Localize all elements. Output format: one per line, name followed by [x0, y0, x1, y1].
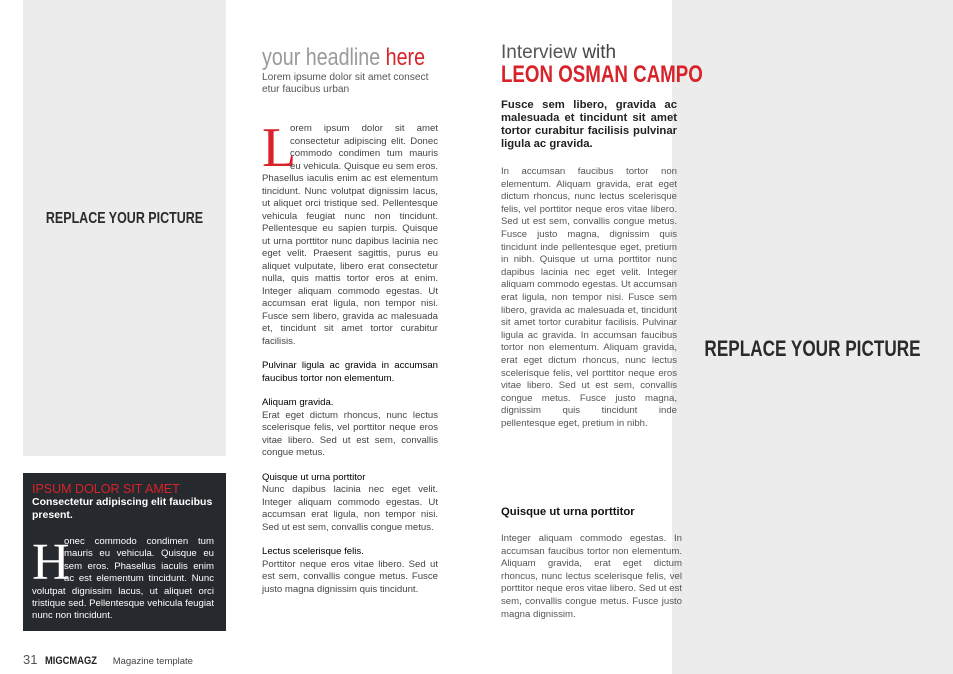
interview-subheading: Quisque ut urna porttitor — [501, 506, 635, 518]
article-highlight: Pulvinar ligula ac gravida in accumsan faucibus tortor non elementum. — [262, 360, 438, 384]
left-picture-label: REPLACE YOUR PICTURE — [45, 210, 204, 227]
headline-subtitle: Lorem ipsume dolor sit amet consect etur faucibus urban — [262, 72, 429, 95]
sidebar-title: IPSUM DOLOR SIT AMET — [32, 482, 180, 496]
interviewee-name: LEON OSMAN CAMPO — [501, 61, 703, 88]
section2-body: Nunc dapibus lacinia nec eget velit. Integer aliquam commodo egestas. Ut accumsan erat ligula, non tempor nisi. Sed ut est sem, convallis congue metus. — [262, 484, 438, 533]
article-dropcap: L — [262, 117, 297, 179]
interview-label-word: Interview — [501, 42, 583, 63]
headline-part2: here — [385, 44, 426, 71]
sidebar-subtitle: Consectetur adipiscing elit faucibus present. — [32, 496, 213, 521]
footer-tagline: Magazine template — [112, 656, 193, 667]
headline-part1: your headline — [262, 44, 386, 71]
magazine-brand: MIGCMAGZ — [44, 655, 97, 667]
sidebar-box — [23, 473, 226, 631]
interview-lead: Fusce sem libero, gravida ac malesuada et tincidunt sit amet tortor curabitur facilisis pulvinar ligula ac gravida. — [501, 99, 677, 150]
article-column — [262, 117, 438, 608]
section3-body: Porttitor neque eros vitae libero. Sed ut est sem, convallis congue metus. Fusce justo magna dignissim quis tincidunt. — [262, 558, 438, 595]
sidebar-body — [32, 536, 214, 623]
page-footer — [23, 652, 193, 667]
right-picture-label: REPLACE YOUR PICTURE — [704, 336, 921, 361]
interview-body: In accumsan faucibus tortor non elementum. Aliquam gravida, erat eget dictum rhoncus, nunc lectus scelerisque felis, vel porttitor neque eros vitae libero. Sed ut est sem, convallis congue metus. Fusce justo magna, dignissim quis tincidunt inde pellentesque eget, pretium in nibh. Quisque ut urna porttitor nunc dapibus lacinia nec eget velit. Integer aliquam commodo egestas. Ut accumsan erat ligula, non tempor nisi. Fusce sem libero, gravida ac malesuada et, tincidunt sit amet tortor curabitur facilisis. Pulvinar ligula ac gravida. In accumsan faucibus tortor non elementum. Aliquam gravida, erat eget dictum rhoncus, nunc lectus scelerisque felis, vel porttitor neque eros vitae libero. Sed ut est sem, convallis congue metus. Fusce justo magna, dignissim quis tincidunt inde pellentesque eget, pretium in nibh. — [501, 166, 677, 429]
section1-body: Erat eget dictum rhoncus, nunc lectus scelerisque felis, vel porttitor neque eros vitae libero. Sed ut est sem, convallis congue metus. — [262, 409, 438, 458]
sidebar-dropcap: H — [32, 534, 70, 591]
interview-label-with: with — [582, 42, 617, 63]
page-number: 31 — [23, 652, 38, 667]
section1-title: Aliquam gravida. — [262, 397, 334, 408]
article-intro: orem ipsum dolor sit amet consectetur adipiscing elit. Donec commodo condimen tum mauris eu vehicula. Quisque eu sem eros. Phasellus iaculis enim ac est elementum tincidunt. Nunc volutpat dignissim lacus, ut aliquet orci tristique sed. Pellentesque vehicula feugiat nunc non tincidunt. Pellentesque eu sapien turpis. Quisque ut urna porttitor nunc dapibus lacinia nec eget velit. Praesent sagittis, purus eu aliquet vulputate, libero erat consectetur nulla, quis mattis tortor eros at enim. Integer aliquam commodo egestas. Ut accumsan erat ligula, non tempor nisi. Fusce sem libero, gravida ac malesuada et, tincidunt sit amet tortor curabitur facilisis. — [262, 123, 438, 347]
interview-subbody: Integer aliquam commodo egestas. In accumsan faucibus tortor non elementum. Aliquam gravida, erat eget dictum rhoncus, nunc lectus scelerisque felis, vel porttitor neque eros vitae libero. Sed ut est sem, convallis congue metus. Fusce justo magna dignissim. — [501, 533, 682, 620]
sidebar-body-text: onec commodo condimen tum mauris eu vehicula. Quisque eu sem eros. Phasellus iaculis enim ac est elementum tincidunt. Nunc volutpat dignissim lacus, ut aliquet orci tristique sed. Pellentesque vehicula feugiat nunc non tincidunt. — [32, 536, 214, 622]
left-picture-placeholder — [23, 0, 226, 456]
section2-title: Quisque ut urna porttitor — [262, 471, 366, 483]
page-headline — [262, 44, 462, 72]
section3-title: Lectus scelerisque felis. — [262, 546, 364, 557]
right-picture-placeholder — [672, 0, 953, 674]
